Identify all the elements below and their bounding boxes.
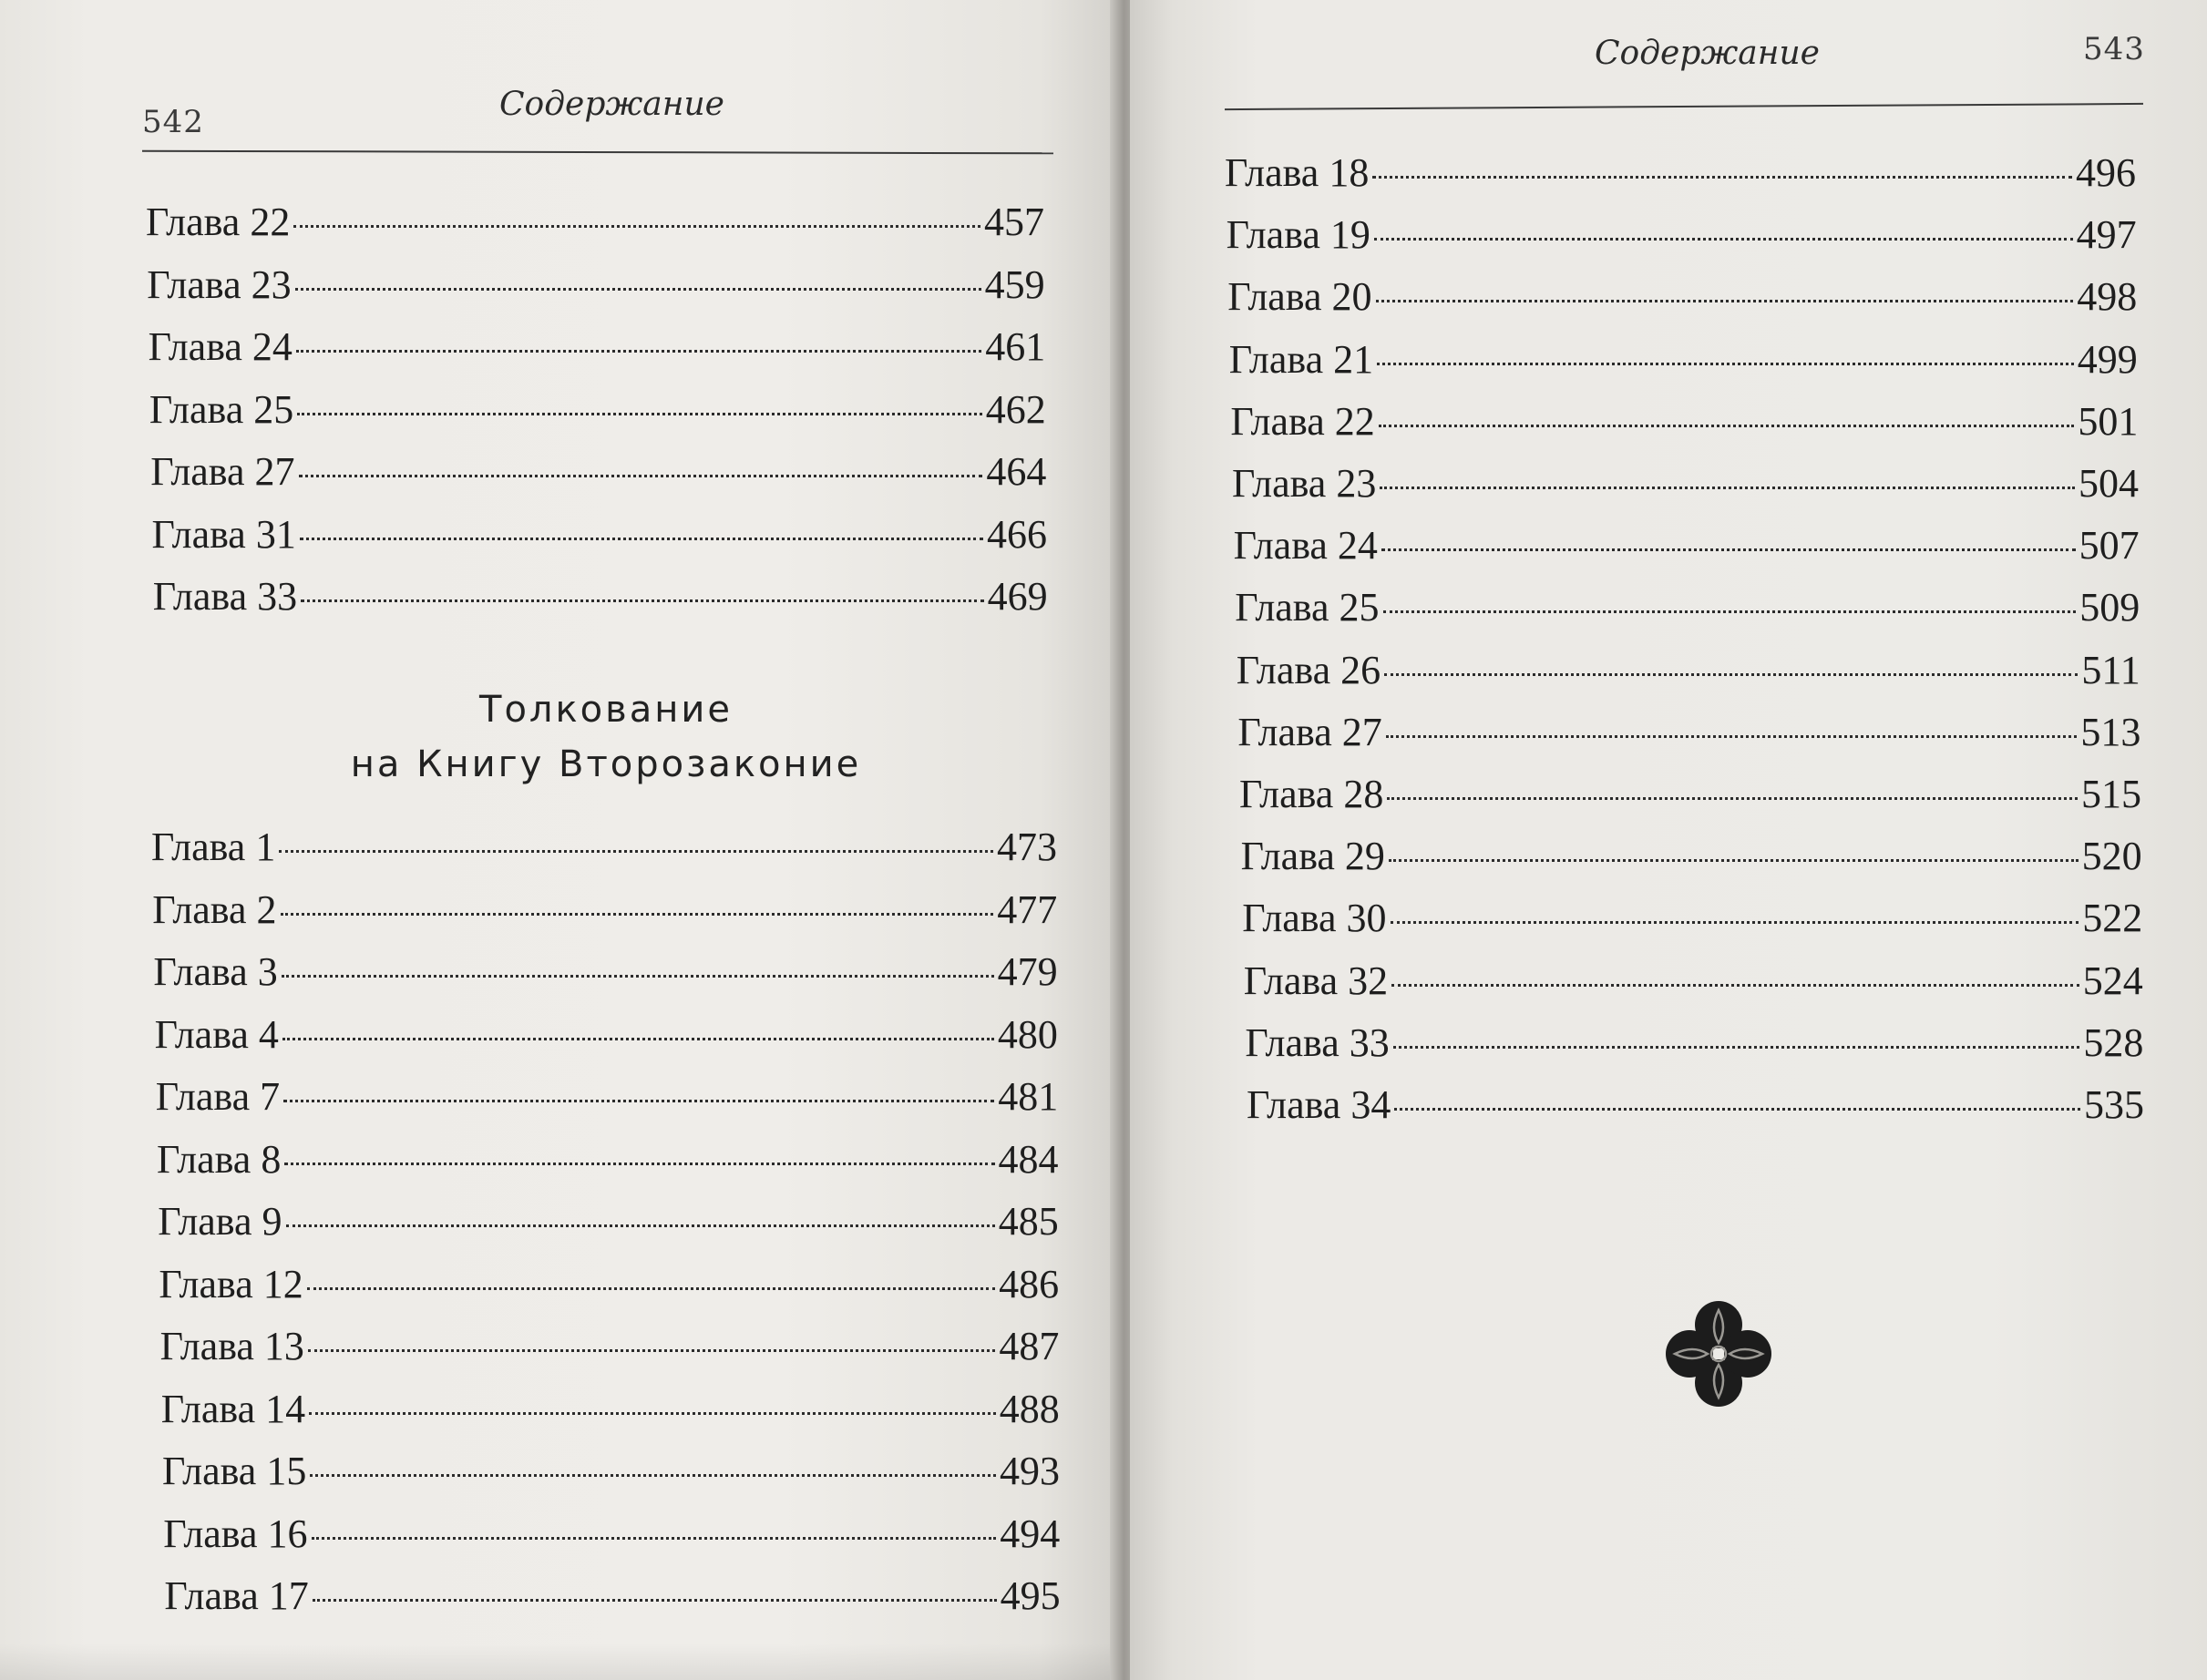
toc-entry: [150, 448, 1046, 495]
toc-entry: [153, 573, 1048, 620]
chapter-label: Глава 26: [1236, 647, 1381, 692]
toc-entry: [1229, 336, 2138, 383]
dot-leader: [309, 1412, 996, 1415]
page-reference: 488: [999, 1386, 1060, 1431]
dot-leader: [1384, 673, 2078, 676]
dot-leader: [1391, 921, 2079, 924]
chapter-label: Глава 21: [1228, 336, 1374, 382]
dot-leader: [286, 1224, 995, 1227]
chapter-label: Глава 24: [148, 324, 293, 369]
toc-entry: [1237, 709, 2140, 755]
dot-leader: [312, 1537, 997, 1540]
chapter-label: Глава 7: [155, 1074, 281, 1119]
chapter-label: Глава 34: [1247, 1082, 1391, 1127]
page-reference: 469: [987, 574, 1048, 619]
chapter-label: Глава 16: [163, 1511, 308, 1556]
page-reference: 466: [987, 511, 1047, 557]
page-shadow: [0, 1644, 1117, 1680]
toc-entry: [152, 886, 1057, 933]
dot-leader: [283, 1100, 994, 1102]
header-rule: [142, 150, 1053, 155]
section-title-line1: Толкование: [479, 689, 733, 731]
toc-entry: [156, 1073, 1058, 1120]
dot-leader: [296, 350, 981, 353]
toc-entry: [1232, 460, 2139, 507]
chapter-label: Глава 15: [162, 1449, 307, 1493]
header-rule: [1225, 103, 2143, 110]
chapter-label: Глава 4: [154, 1011, 279, 1057]
page-reference: 522: [2082, 896, 2143, 941]
dot-leader: [297, 413, 982, 415]
page-reference: 504: [2079, 461, 2139, 506]
running-head: Содержание: [1595, 35, 1820, 72]
dot-leader: [279, 850, 993, 853]
dot-leader: [307, 1287, 995, 1290]
page-reference: 459: [984, 261, 1045, 307]
right-page: [1130, 0, 2207, 1680]
dot-leader: [1389, 859, 2079, 862]
toc-entry: [159, 1261, 1059, 1307]
page-reference: 461: [985, 324, 1046, 369]
toc-entry: [1234, 522, 2140, 569]
chapter-label: Глава 31: [151, 511, 296, 557]
page-reference: 462: [985, 386, 1046, 432]
dot-leader: [1374, 238, 2073, 241]
dot-leader: [1379, 425, 2075, 427]
dot-leader: [295, 288, 981, 291]
chapter-label: Глава 13: [159, 1324, 304, 1368]
chapter-label: Глава 25: [149, 386, 294, 432]
running-head: Содержание: [499, 86, 724, 123]
toc-entry: [1227, 273, 2137, 320]
page-reference: 501: [2078, 398, 2139, 444]
toc-entry: [1241, 833, 2142, 879]
page-reference: 493: [1000, 1449, 1060, 1493]
chapter-label: Глава 23: [1232, 461, 1377, 506]
chapter-label: Глава 3: [153, 949, 278, 994]
page-reference: 480: [997, 1011, 1058, 1057]
chapter-label: Глава 25: [1235, 585, 1380, 630]
toc-entry: [152, 511, 1048, 558]
chapter-label: Глава 23: [147, 261, 292, 307]
dot-leader: [1386, 735, 2078, 738]
chapter-label: Глава 27: [1237, 709, 1382, 754]
dot-leader: [1372, 176, 2072, 179]
page-number: 542: [142, 104, 204, 140]
dot-leader: [300, 538, 983, 540]
page-reference: 457: [984, 200, 1044, 244]
page-reference: 481: [998, 1074, 1059, 1119]
dot-leader: [313, 1599, 997, 1602]
chapter-label: Глава 22: [146, 200, 291, 244]
dot-leader: [1377, 363, 2074, 365]
chapter-label: Глава 17: [164, 1573, 309, 1618]
toc-entry: [151, 824, 1057, 870]
page-reference: 513: [2080, 709, 2141, 754]
chapter-label: Глава 24: [1233, 523, 1378, 569]
chapter-label: Глава 12: [159, 1261, 303, 1306]
page-reference: 515: [2081, 772, 2141, 816]
chapter-label: Глава 19: [1226, 212, 1370, 258]
dot-leader: [299, 475, 983, 477]
toc-entry: [1235, 584, 2140, 630]
page-reference: 498: [2077, 274, 2138, 320]
chapter-label: Глава 18: [1225, 150, 1370, 195]
dot-leader: [310, 1474, 996, 1477]
dot-leader: [1393, 1046, 2080, 1049]
page-reference: 494: [1000, 1511, 1061, 1556]
four-petal-ornament-icon: [1662, 1297, 1775, 1410]
toc-entry: [162, 1448, 1060, 1494]
dot-leader: [1381, 548, 2076, 551]
section-title-line2: на Книгу Второзаконие: [350, 743, 862, 785]
dot-leader: [282, 975, 994, 978]
toc-entry: [1244, 958, 2143, 1004]
toc-entry: [160, 1323, 1060, 1369]
toc-entry: [157, 1136, 1059, 1183]
page-reference: 520: [2081, 834, 2142, 879]
page-reference: 486: [999, 1261, 1060, 1306]
dot-leader: [1391, 984, 2079, 987]
chapter-label: Глава 27: [150, 449, 295, 494]
dot-leader: [281, 913, 994, 916]
toc-entry: [1247, 1081, 2144, 1128]
dot-leader: [1383, 610, 2077, 613]
chapter-label: Глава 2: [152, 886, 277, 932]
toc-entry: [149, 323, 1046, 370]
page-reference: 509: [2079, 585, 2140, 630]
dot-leader: [293, 225, 980, 228]
page-reference: 477: [997, 886, 1058, 932]
toc-entry: [1239, 771, 2141, 817]
dot-leader: [301, 599, 983, 602]
page-reference: 535: [2084, 1082, 2144, 1127]
toc-entry: [163, 1511, 1060, 1557]
chapter-label: Глава 29: [1240, 834, 1385, 879]
chapter-label: Глава 14: [160, 1386, 306, 1431]
dot-leader: [1387, 797, 2078, 800]
page-reference: 497: [2076, 212, 2137, 258]
toc-entry: [1230, 398, 2138, 445]
page-reference: 487: [999, 1324, 1060, 1368]
page-reference: 485: [998, 1199, 1059, 1244]
toc-entry: [1242, 895, 2142, 941]
chapter-label: Глава 22: [1230, 398, 1375, 444]
chapter-label: Глава 9: [158, 1199, 282, 1244]
dot-leader: [1394, 1108, 2080, 1111]
page-reference: 484: [998, 1136, 1059, 1182]
page-reference: 495: [1000, 1573, 1061, 1618]
chapter-label: Глава 30: [1242, 896, 1387, 941]
dot-leader: [308, 1349, 995, 1352]
chapter-label: Глава 33: [152, 574, 298, 619]
toc-entry: [161, 1386, 1060, 1432]
page-reference: 473: [997, 825, 1057, 869]
toc-entry: [147, 261, 1044, 308]
dot-leader: [284, 1163, 994, 1165]
toc-entry: [153, 948, 1057, 995]
dot-leader: [1380, 487, 2075, 489]
chapter-label: Глава 8: [157, 1136, 282, 1182]
chapter-label: Глава 32: [1243, 958, 1389, 1003]
toc-entry: [149, 386, 1046, 433]
page-reference: 528: [2083, 1019, 2144, 1065]
chapter-label: Глава 28: [1239, 772, 1384, 816]
page-reference: 507: [2079, 523, 2140, 569]
toc-entry: [146, 199, 1044, 245]
toc-entry: [1225, 149, 2136, 196]
dot-leader: [282, 1038, 994, 1040]
toc-entry: [1245, 1019, 2143, 1066]
toc-entry: [1237, 647, 2140, 693]
page-reference: 464: [986, 449, 1047, 494]
page-reference: 479: [997, 949, 1058, 994]
chapter-label: Глава 33: [1245, 1019, 1390, 1065]
page-reference: 499: [2077, 336, 2138, 382]
toc-entry: [1227, 211, 2137, 258]
page-reference: 511: [2081, 647, 2140, 692]
page-number: 543: [2083, 31, 2145, 67]
chapter-label: Глава 1: [151, 825, 276, 869]
toc-entry: [158, 1198, 1059, 1245]
page-reference: 524: [2082, 958, 2143, 1003]
toc-entry: [164, 1572, 1060, 1619]
page-reference: 496: [2076, 150, 2136, 195]
toc-entry: [155, 1011, 1058, 1058]
chapter-label: Глава 20: [1227, 274, 1372, 320]
dot-leader: [1376, 300, 2074, 302]
